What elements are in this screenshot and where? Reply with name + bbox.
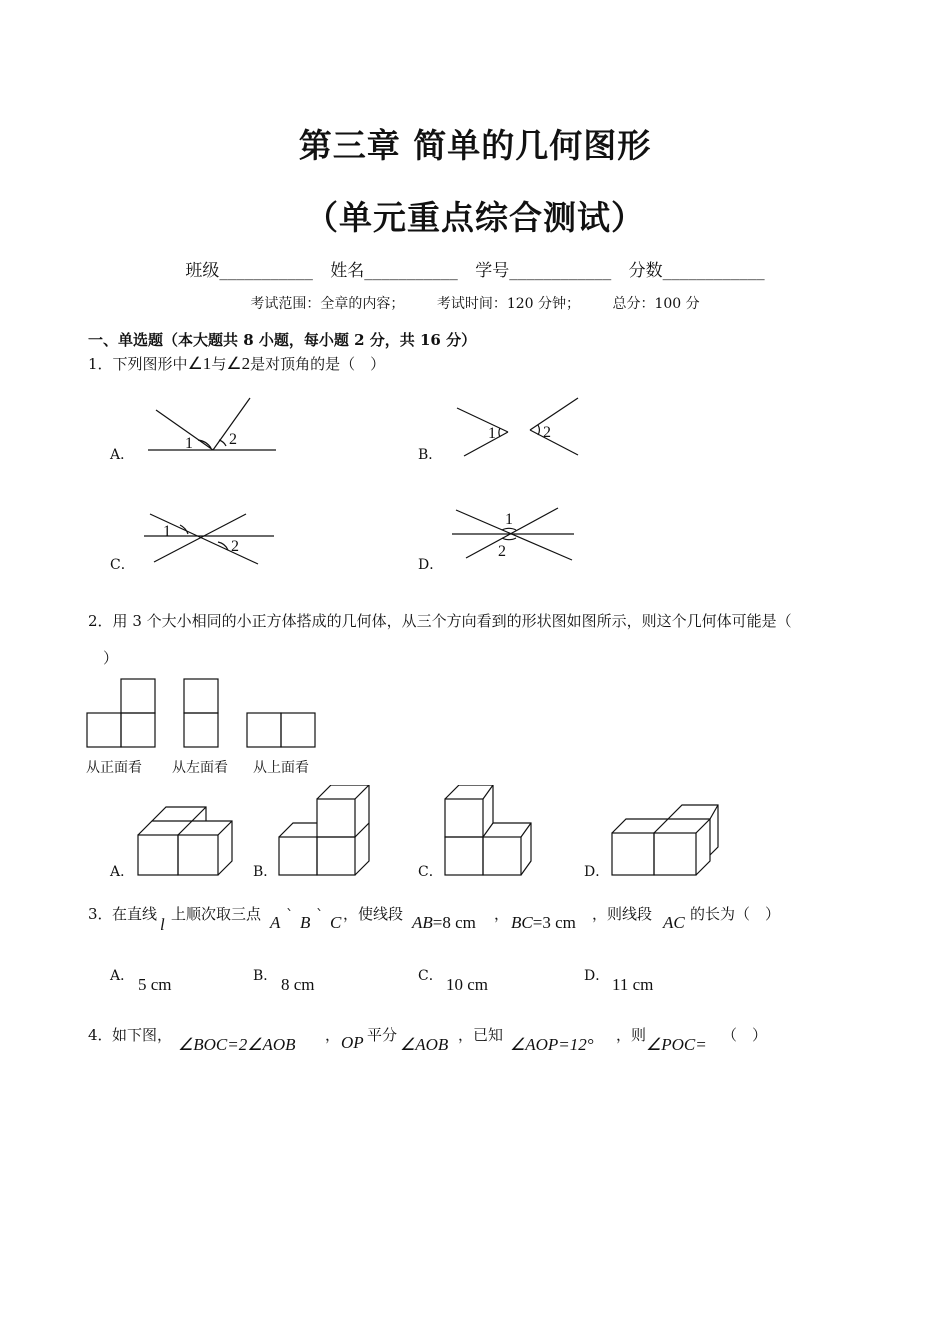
- exam-scope: 考试范围：全章的内容；: [250, 296, 405, 312]
- exam-time: 考试时间：120 分钟；: [436, 296, 580, 312]
- q3-option-b[interactable]: B．: [253, 968, 278, 984]
- question-4-number: 4．: [88, 1026, 113, 1044]
- angle-label-2: 2: [229, 431, 237, 448]
- q1-option-c[interactable]: C．: [110, 557, 135, 573]
- student-info-row: [0, 256, 950, 281]
- question-3-text: 在直线: [112, 905, 158, 923]
- q1-option-a[interactable]: A．: [110, 447, 135, 463]
- expr-poc: ∠POC=: [646, 1035, 707, 1054]
- question-4-text: ，则: [616, 1026, 647, 1044]
- q3-option-d-value: 11 cm: [612, 975, 654, 994]
- section-heading: 一、单选题（本大题共 8 小题，每小题 2 分，共 16 分）: [88, 331, 477, 349]
- question-4-text: （ ）: [722, 1026, 768, 1044]
- expr-boc: ∠BOC=2∠AOB: [178, 1035, 296, 1054]
- q1-figures: [100, 390, 860, 580]
- exam-total: 总分：100 分: [612, 296, 700, 312]
- question-number: 2．: [88, 612, 113, 630]
- expr-aop: ∠AOP=12°: [510, 1035, 594, 1054]
- angle-label-1: 1: [505, 511, 513, 528]
- question-number: 1．: [88, 355, 113, 373]
- question-1: [88, 353, 385, 374]
- exam-scope-row: [0, 293, 950, 313]
- question-text: 是对顶角的是（ ）: [250, 355, 386, 373]
- separator: `: [316, 906, 324, 924]
- angle-label-1: 1: [163, 523, 171, 540]
- question-3-text: 的长为（ ）: [690, 905, 781, 923]
- q3-option-a-value: 5 cm: [138, 975, 172, 994]
- front-view-caption: 从正面看: [86, 760, 142, 776]
- page-subtitle: （单元重点综合测试）: [305, 198, 645, 237]
- question-3-text: ，使线段: [343, 905, 404, 923]
- angle-2-symbol: ∠2: [226, 354, 251, 373]
- segment-ab: AB: [412, 913, 433, 932]
- segment-ab-value: =8 cm: [432, 913, 476, 932]
- page-title: 第三章 简单的几何图形: [298, 126, 652, 165]
- segment-bc: BC: [511, 913, 533, 932]
- segment-bc-value: =3 cm: [532, 913, 576, 932]
- q3-option-d[interactable]: D．: [584, 968, 610, 984]
- question-2-end: ）: [103, 649, 119, 667]
- question-4-text: 如下图，: [112, 1026, 173, 1044]
- comma: ，: [325, 1026, 341, 1044]
- question-3-number: 3．: [88, 905, 113, 923]
- question-2: [88, 610, 878, 631]
- student-id-field: 学号____________: [475, 261, 612, 281]
- q2-option-a[interactable]: A．: [110, 864, 135, 880]
- q2-option-c[interactable]: C．: [418, 864, 443, 880]
- angle-label-2: 2: [543, 424, 551, 441]
- question-text: 用 3 个大小相同的小正方体搭成的几何体，从三个方向看到的形状图如图所示，则这个几何体可能是（: [112, 612, 792, 630]
- q3-option-a[interactable]: A．: [110, 968, 135, 984]
- angle-label-2: 2: [231, 538, 239, 555]
- angle-label-2: 2: [498, 543, 506, 560]
- question-text: 下列图形中: [112, 355, 188, 373]
- q2-three-views: [86, 678, 326, 750]
- expr-bc: [511, 913, 576, 933]
- point-c: C: [330, 913, 342, 932]
- expr-aob: ∠AOB: [400, 1035, 449, 1054]
- class-field: 班级___________: [185, 261, 313, 281]
- point-b: B: [300, 913, 311, 932]
- angle-label-1: 1: [488, 425, 496, 442]
- expr-ab: [412, 913, 476, 933]
- question-3-text: 上顺次取三点: [171, 905, 262, 923]
- name-field: 姓名___________: [330, 261, 458, 281]
- top-view-caption: 从上面看: [253, 760, 309, 776]
- q2-option-b[interactable]: B．: [253, 864, 278, 880]
- q1-option-d[interactable]: D．: [418, 557, 444, 573]
- q3-option-c[interactable]: C．: [418, 968, 443, 984]
- q1-option-b[interactable]: B．: [418, 447, 443, 463]
- separator: `: [286, 906, 294, 924]
- q3-option-c-value: 10 cm: [446, 975, 489, 994]
- question-4-text: ，已知: [458, 1026, 504, 1044]
- q2-option-d[interactable]: D．: [584, 864, 610, 880]
- q3-option-b-value: 8 cm: [281, 975, 315, 994]
- angle-label-1: 1: [185, 435, 193, 452]
- point-a: A: [270, 913, 281, 932]
- question-3-text: ，则线段: [592, 905, 653, 923]
- line-l: l: [160, 915, 165, 934]
- score-field: 分数____________: [628, 261, 765, 281]
- ray-op: OP: [341, 1033, 364, 1052]
- segment-ac: AC: [663, 913, 685, 932]
- question-4-text: 平分: [367, 1026, 398, 1044]
- comma: ，: [494, 905, 510, 923]
- left-view-caption: 从左面看: [172, 760, 228, 776]
- angle-1-symbol: ∠1: [187, 354, 212, 373]
- question-text: 与: [211, 355, 227, 373]
